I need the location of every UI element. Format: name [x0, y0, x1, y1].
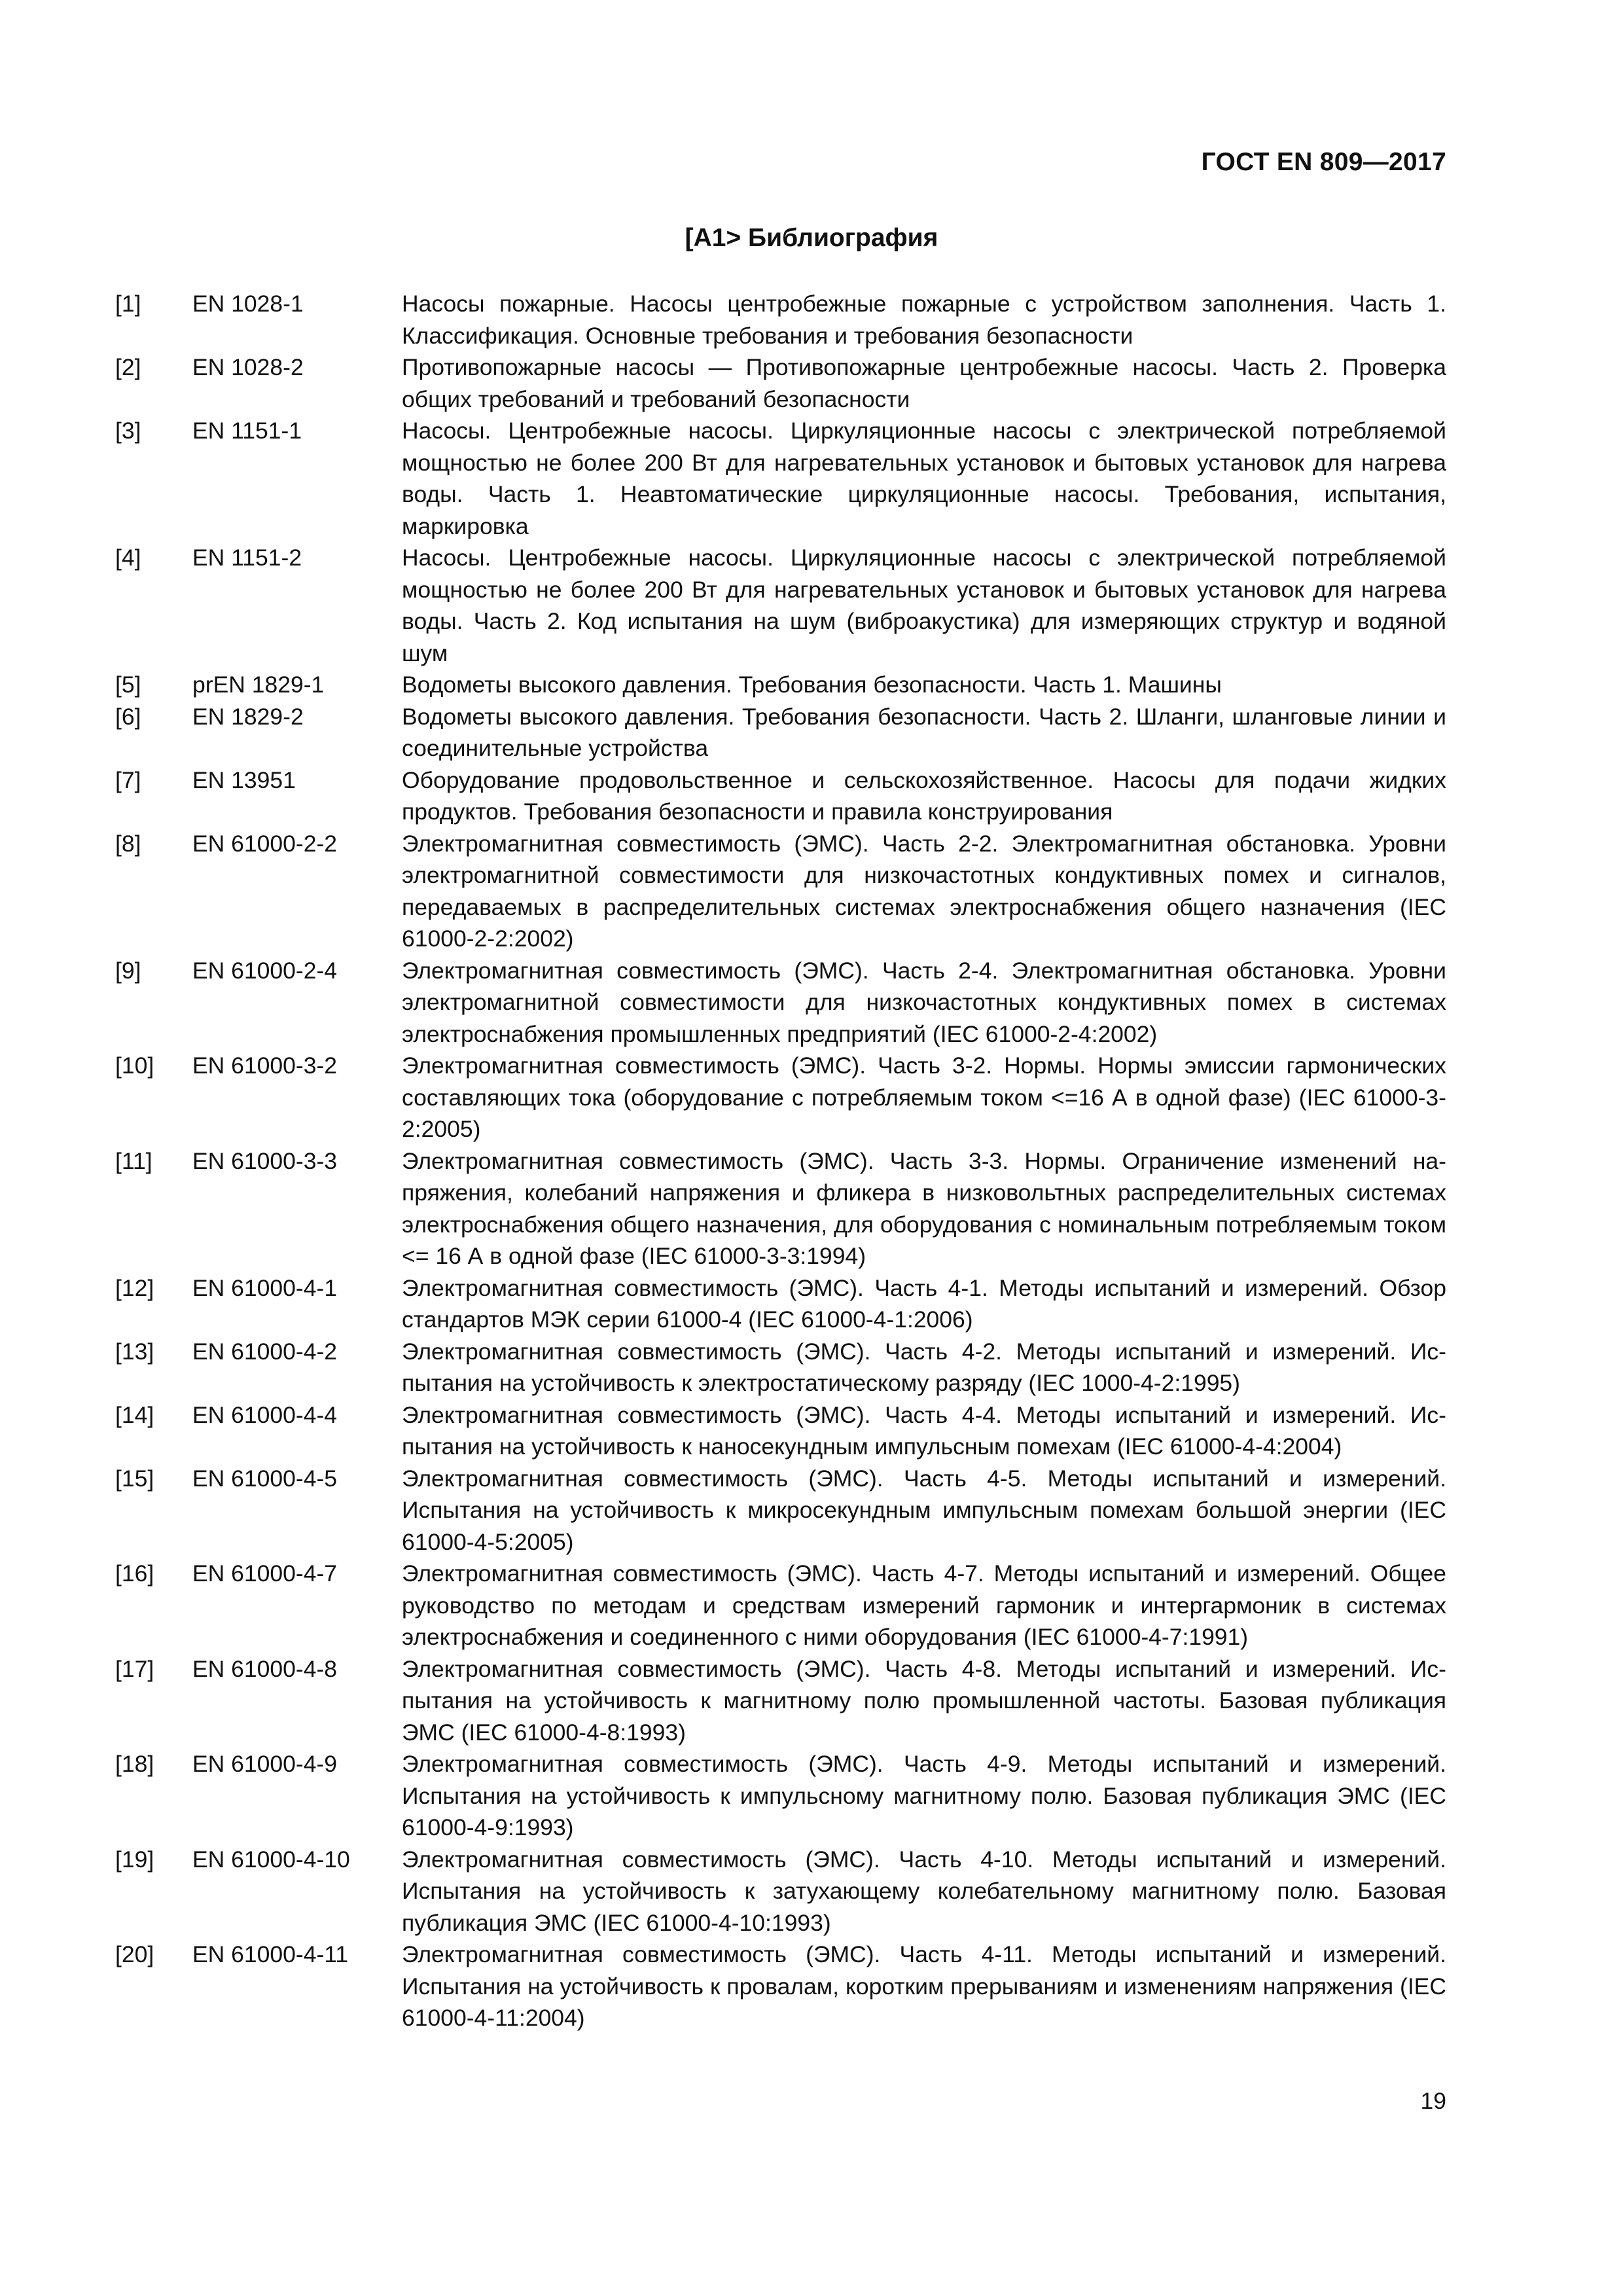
entry-standard-code: EN 61000-3-3 [192, 1147, 338, 1174]
entry-title: Электромагнитная совместимость (ЭМС). Часть 2-2. Электромагнитная обстановка. Уровни электромагнитной совместимости для низкочастотных кондуктивных помех и сигналов, передаваемых в распределительных системах электроснабжения общего назначения (IEC 61000-2-2:2002) [402, 830, 1446, 952]
entry-standard-code: EN 61000-4-1 [192, 1274, 338, 1301]
bibliography-entry [115, 955, 1446, 1050]
entry-standard-code: prEN 1829-1 [192, 672, 325, 698]
entry-standard-code: EN 13951 [192, 766, 296, 793]
bibliography-entry [115, 415, 1446, 542]
bibliography-entry [115, 288, 1446, 351]
entry-title: Оборудование продовольственное и сельскохозяйственное. Насосы для подачи жидких продуктов. Требования безопасности и правила конструирования [402, 766, 1446, 825]
entry-title: Электромагнитная совместимость (ЭМС). Часть 4-10. Методы испытаний и измерений. Испытания на устойчивость к затухающему колебательному магнитному полю. Базовая публикация ЭМС (IEC 61000-4-10:1993) [402, 1846, 1446, 1936]
entry-title: Электромагнитная совместимость (ЭМС). Часть 4-11. Методы испытаний и измерений. Испытания на устойчивость к провалам, коротким прерываниям и изменениям напряжения (IEC 61000-4-11:2004) [402, 1941, 1446, 2031]
entry-title: Насосы. Центробежные насосы. Циркуляционные насосы с электрической потребляемой мощностью не более 200 Вт для нагревательных установок и бытовых установок для нагрева воды. Часть 2. Код испытания на шум (виброакустика) для измеряющих структур и водяной шум [402, 545, 1446, 666]
entry-number: [7] [115, 766, 141, 793]
entry-standard-code: EN 1151-2 [192, 545, 302, 571]
entry-title: Электромагнитная совместимость (ЭМС). Часть 3-2. Нормы. Нормы эмиссии гармонических составляющих тока (оборудование с потребляемым током <=16 А в одной фазе) (IEC 61000-3-2:2005) [402, 1052, 1446, 1142]
entry-standard-code: EN 61000-2-2 [192, 830, 338, 857]
bibliography-entry [115, 1272, 1446, 1336]
bibliography-entry [115, 764, 1446, 828]
entry-number: [11] [115, 1147, 152, 1174]
entry-number: [4] [115, 545, 141, 571]
bibliography-entry [115, 1653, 1446, 1749]
entry-number: [19] [115, 1846, 154, 1873]
entry-standard-code: EN 61000-4-5 [192, 1465, 338, 1492]
entry-standard-code: EN 1151-1 [192, 418, 302, 444]
entry-number: [14] [115, 1401, 154, 1428]
entry-standard-code: EN 61000-4-4 [192, 1401, 338, 1428]
entry-standard-code: EN 1829-2 [192, 703, 304, 730]
entry-number: [18] [115, 1751, 154, 1777]
section-title: [A1> Библиография [685, 224, 938, 252]
entry-title: Электромагнитная совместимость (ЭМС). Часть 2-4. Электромагнитная обстановка. Уровни электромагнитной совместимости для низкочастотных кондуктивных помех в системах электроснабжения промышленных предприятий (IEC 61000-2-4:2002) [402, 957, 1446, 1047]
bibliography-list [115, 288, 1446, 2034]
entry-title: Насосы пожарные. Насосы центробежные пожарные с устройством заполнения. Часть 1. Классификация. Основные требования и требования безопасности [402, 291, 1446, 349]
entry-number: [2] [115, 354, 141, 380]
entry-standard-code: EN 61000-4-10 [192, 1846, 350, 1873]
entry-number: [15] [115, 1465, 154, 1492]
bibliography-entry [115, 542, 1446, 669]
bibliography-entry [115, 1145, 1446, 1272]
entry-standard-code: EN 61000-4-2 [192, 1338, 338, 1365]
entry-standard-code: EN 1028-2 [192, 354, 304, 380]
entry-number: [16] [115, 1560, 154, 1587]
entry-standard-code: EN 61000-4-8 [192, 1655, 338, 1682]
entry-title: Электромагнитная совместимость (ЭМС). Часть 4-4. Методы испытаний и измерений. Испытания на устойчивость к наносекундным импульсным помехам (IEC 61000-4-4:2004) [402, 1401, 1446, 1460]
document-code: ГОСТ EN 809—2017 [1201, 148, 1446, 176]
bibliography-entry [115, 1399, 1446, 1463]
entry-title: Водометы высокого давления. Требования безопасности. Часть 2. Шланги, шланговые линии и соединительные устройства [402, 703, 1446, 761]
entry-standard-code: EN 61000-4-11 [192, 1941, 349, 1967]
entry-number: [17] [115, 1655, 154, 1682]
entry-title: Электромагнитная совместимость (ЭМС). Часть 4-2. Методы испытаний и измерений. Испытания на устойчивость к электростатическому разряду (IEC 1000-4-2:1995) [402, 1338, 1446, 1396]
bibliography-entry [115, 828, 1446, 955]
entry-title: Электромагнитная совместимость (ЭМС). Часть 4-8. Методы испытаний и измерений. Испытания на устойчивость к магнитному полю промышленной частоты. Базовая публикация ЭМС (IEC 61000-4-8:1993) [402, 1655, 1446, 1746]
entry-number: [8] [115, 830, 141, 857]
entry-number: [1] [115, 291, 141, 317]
entry-title: Электромагнитная совместимость (ЭМС). Часть 3-3. Нормы. Ограничение изменений напряжения, колебаний напряжения и фликера в низковольтных распределительных системах электроснабжения общего назначения, для оборудования с номинальным потребляемым током <= 16 А в одной фазе (IEC 61000-3-3:1994) [402, 1147, 1446, 1269]
bibliography-entry [115, 1939, 1446, 2034]
entry-title: Электромагнитная совместимость (ЭМС). Часть 4-1. Методы испытаний и измерений. Обзор стандартов МЭК серии 61000-4 (IEC 61000-4-1:2006) [402, 1274, 1446, 1333]
entry-number: [10] [115, 1052, 154, 1079]
entry-standard-code: EN 1028-1 [192, 291, 304, 317]
entry-title: Электромагнитная совместимость (ЭМС). Часть 4-7. Методы испытаний и измерений. Общее руководство по методам и средствам измерений гармоник и интергармоник в системах электроснабжения и соединенного с ними оборудования (IEC 61000-4-7:1991) [402, 1560, 1446, 1650]
bibliography-entry [115, 1463, 1446, 1558]
entry-number: [6] [115, 703, 141, 730]
entry-number: [13] [115, 1338, 154, 1365]
entry-number: [5] [115, 672, 141, 698]
entry-number: [12] [115, 1274, 154, 1301]
entry-title: Электромагнитная совместимость (ЭМС). Часть 4-9. Методы испытаний и измерений. Испытания на устойчивость к импульсному магнитному полю. Базовая публикация ЭМС (IEC 61000-4-9:1993) [402, 1751, 1446, 1840]
entry-title: Электромагнитная совместимость (ЭМС). Часть 4-5. Методы испытаний и измерений. Испытания на устойчивость к микросекундным импульсным помехам большой энергии (IEC 61000-4-5:2005) [402, 1465, 1446, 1555]
bibliography-entry [115, 1748, 1446, 1844]
bibliography-entry [115, 1844, 1446, 1939]
entry-title: Водометы высокого давления. Требования безопасности. Часть 1. Машины [402, 672, 1222, 698]
bibliography-entry [115, 669, 1446, 701]
bibliography-entry [115, 701, 1446, 764]
entry-number: [3] [115, 418, 141, 444]
entry-standard-code: EN 61000-2-4 [192, 957, 338, 984]
bibliography-entry [115, 1558, 1446, 1653]
bibliography-entry [115, 1050, 1446, 1145]
entry-number: [20] [115, 1941, 154, 1967]
bibliography-entry [115, 351, 1446, 415]
entry-title: Насосы. Центробежные насосы. Циркуляционные насосы с электрической потребляемой мощностью не более 200 Вт для нагревательных установок и бытовых установок для нагрева воды. Часть 1. Неавтоматические циркуляционные насосы. Требования, испытания, маркировка [402, 418, 1446, 539]
entry-standard-code: EN 61000-3-2 [192, 1052, 338, 1079]
bibliography-entry [115, 1336, 1446, 1399]
entry-standard-code: EN 61000-4-9 [192, 1751, 338, 1777]
entry-number: [9] [115, 957, 141, 984]
entry-standard-code: EN 61000-4-7 [192, 1560, 338, 1587]
entry-title: Противопожарные насосы — Противопожарные центробежные насосы. Часть 2. Проверка общих требований и требований безопасности [402, 354, 1446, 412]
page-number: 19 [1420, 2088, 1446, 2114]
